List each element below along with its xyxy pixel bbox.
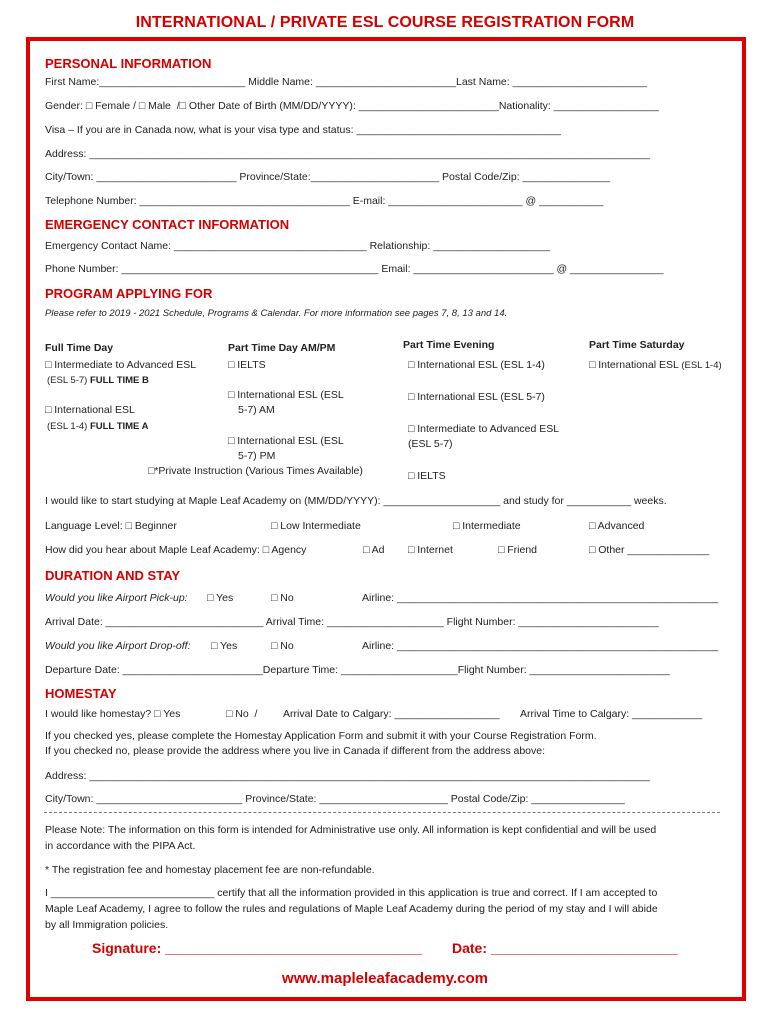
- pickup-yes[interactable]: □ Yes: [207, 592, 234, 604]
- homestay-heading: HOMESTAY: [45, 686, 117, 701]
- personal-heading: PERSONAL INFORMATION: [45, 56, 212, 71]
- start-date-line[interactable]: I would like to start studying at Maple Leaf Academy on (MM/DD/YYYY): ____________________ and study for ___________ weeks.: [45, 495, 667, 507]
- arrival-line[interactable]: Arrival Date: ___________________________ Arrival Time: ____________________ Flight Number: ________________________: [45, 616, 659, 628]
- option-ft-b-sub: (ESL 5-7) FULL TIME B: [47, 375, 149, 386]
- option-intermediate-advanced-evening[interactable]: □ Intermediate to Advanced ESL: [408, 423, 560, 435]
- homestay-info-yes: If you checked yes, please complete the Homestay Application Form and submit it with your Course Registration Form.: [45, 730, 597, 742]
- certify-line-3: by all Immigration policies.: [45, 919, 169, 931]
- form-title: INTERNATIONAL / PRIVATE ESL COURSE REGISTRATION FORM: [135, 14, 635, 31]
- level-low-intermediate[interactable]: □ Low Intermediate: [271, 520, 361, 532]
- airline-dropoff[interactable]: Airline: _______________________________________________________: [362, 640, 719, 652]
- name-line[interactable]: First Name:_________________________ Middle Name: ________________________Last Name: _______________________: [45, 76, 647, 88]
- option-ielts-day[interactable]: □ IELTS: [228, 359, 266, 371]
- emergency-phone-line[interactable]: Phone Number: ____________________________________________ Email: ________________________ @ ________________: [45, 263, 664, 275]
- homestay-yes[interactable]: I would like homestay? □ Yes: [45, 708, 181, 720]
- privacy-note-2: in accordance with the PIPA Act.: [45, 840, 196, 852]
- departure-line[interactable]: Departure Date: ________________________Departure Time: ____________________Flight Number: ________________________: [45, 664, 670, 676]
- fee-note: * The registration fee and homestay placement fee are non-refundable.: [45, 864, 375, 876]
- option-intl-esl-am-sub: 5-7) AM: [238, 404, 275, 416]
- airline-pickup[interactable]: Airline: _______________________________________________________: [362, 592, 719, 604]
- homestay-info-no: If you checked no, please provide the address where you live in Canada if different from the address above:: [45, 745, 546, 757]
- col-parttime-day-header: Part Time Day AM/PM: [228, 342, 336, 354]
- gender-dob-line[interactable]: Gender: □ Female / □ Male /□ Other Date of Birth (MM/DD/YYYY): ________________________Nationality: __________________: [45, 100, 659, 112]
- option-intermediate-advanced-ft[interactable]: □ Intermediate to Advanced ESL: [45, 359, 197, 371]
- col-fulltime-header: Full Time Day: [45, 342, 114, 354]
- certify-line-2: Maple Leaf Academy, I agree to follow the rules and regulations of Maple Leaf Academy during the period of my stay and I will abide: [45, 903, 658, 915]
- arrival-date-calgary[interactable]: Arrival Date to Calgary: __________________: [283, 708, 500, 720]
- dropoff-question: Would you like Airport Drop-off:: [45, 640, 194, 652]
- option-evening-sub: (ESL 5-7): [408, 438, 453, 450]
- phone-email-line[interactable]: Telephone Number: ____________________________________ E-mail: _______________________ @ ___________: [45, 195, 604, 207]
- col-parttime-evening-header: Part Time Evening: [403, 339, 495, 351]
- option-ielts-evening[interactable]: □ IELTS: [408, 470, 446, 482]
- option-ft-a-sub: (ESL 1-4) FULL TIME A: [47, 421, 149, 432]
- pickup-question: Would you like Airport Pick-up:: [45, 592, 191, 604]
- dashed-divider: [44, 812, 720, 813]
- homestay-city-line[interactable]: City/Town: _________________________ Province/State: ______________________ Postal Code/Zip: ________________: [45, 793, 625, 805]
- level-advanced[interactable]: □ Advanced: [589, 520, 645, 532]
- option-private-instruction[interactable]: □*Private Instruction (Various Times Available): [148, 465, 363, 477]
- program-heading: PROGRAM APPLYING FOR: [45, 286, 213, 301]
- duration-heading: DURATION AND STAY: [45, 568, 181, 583]
- option-intl-esl-1-4-evening[interactable]: □ International ESL (ESL 1-4): [408, 359, 545, 371]
- option-international-ft[interactable]: □ International ESL: [45, 404, 135, 416]
- address-line[interactable]: Address: ________________________________________________________________________________________________: [45, 148, 650, 160]
- hear-agency[interactable]: How did you hear about Maple Leaf Academy: □ Agency: [45, 544, 307, 556]
- emergency-contact-line[interactable]: Emergency Contact Name: _________________________________ Relationship: ____________________: [45, 240, 551, 252]
- pickup-no[interactable]: □ No: [271, 592, 294, 604]
- certify-line-1[interactable]: I ____________________________ certify that all the information provided in this application is true and correct. If I am accepted to: [45, 887, 658, 899]
- col-saturday-header: Part Time Saturday: [589, 339, 685, 351]
- hear-other[interactable]: □ Other ______________: [589, 544, 710, 556]
- level-beginner[interactable]: Language Level: □ Beginner: [45, 520, 177, 532]
- date-field[interactable]: Date: ________________________: [452, 940, 678, 956]
- level-intermediate[interactable]: □ Intermediate: [453, 520, 521, 532]
- hear-internet[interactable]: □ Internet: [408, 544, 453, 556]
- privacy-note-1: Please Note: The information on this form is intended for Administrative use only. All information is kept confidential and will be used: [45, 824, 657, 836]
- homestay-no[interactable]: □ No /: [226, 708, 258, 720]
- option-intl-esl-am[interactable]: □ International ESL (ESL: [228, 389, 344, 401]
- option-intl-esl-saturday[interactable]: □ International ESL (ESL 1-4): [589, 359, 722, 371]
- visa-line[interactable]: Visa – If you are in Canada now, what is your visa type and status: ___________________________________: [45, 124, 561, 136]
- program-note: Please refer to 2019 - 2021 Schedule, Programs & Calendar. For more information see pages 7, 8, 13 and 14.: [45, 308, 508, 319]
- emergency-heading: EMERGENCY CONTACT INFORMATION: [45, 217, 290, 232]
- arrival-time-calgary[interactable]: Arrival Time to Calgary: ____________: [520, 708, 703, 720]
- hear-friend[interactable]: □ Friend: [498, 544, 538, 556]
- city-line[interactable]: City/Town: ________________________ Province/State:______________________ Postal Code/Zip: _______________: [45, 171, 611, 183]
- dropoff-no[interactable]: □ No: [271, 640, 294, 652]
- option-intl-esl-5-7-evening[interactable]: □ International ESL (ESL 5-7): [408, 391, 545, 403]
- homestay-address-line[interactable]: Address: ________________________________________________________________________________________________: [45, 770, 650, 782]
- signature-field[interactable]: Signature: _________________________________: [92, 940, 423, 956]
- hear-ad[interactable]: □ Ad: [363, 544, 385, 556]
- option-intl-esl-pm-sub: 5-7) PM: [238, 450, 276, 462]
- website-link[interactable]: www.mapleleafacademy.com: [282, 970, 488, 987]
- option-intl-esl-pm[interactable]: □ International ESL (ESL: [228, 435, 344, 447]
- dropoff-yes[interactable]: □ Yes: [211, 640, 238, 652]
